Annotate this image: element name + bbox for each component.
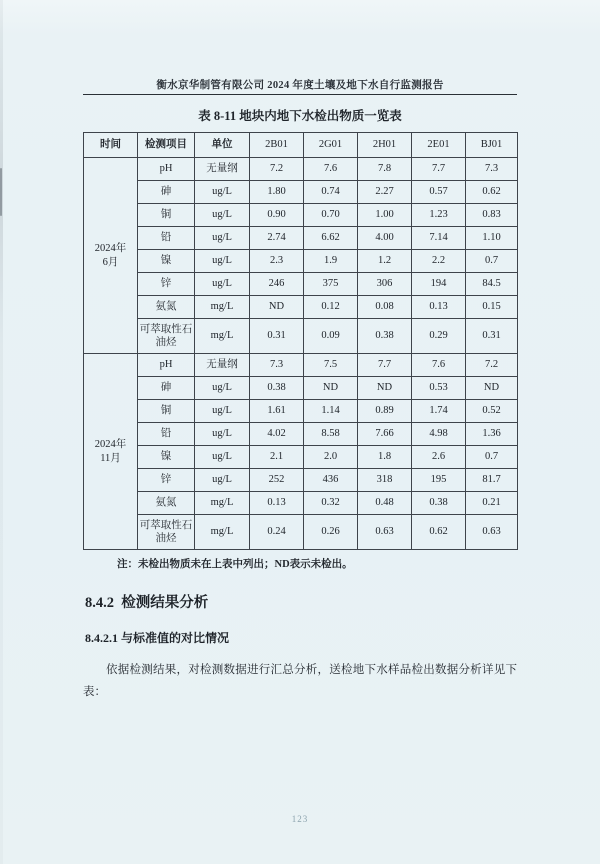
unit-cell: 无量纲 [195,354,250,377]
value-cell: 0.15 [466,296,518,319]
column-header-2h01: 2H01 [358,133,412,158]
value-cell: 0.90 [250,204,304,227]
value-cell: 2.74 [250,227,304,250]
value-cell: 2.0 [304,446,358,469]
value-cell: 375 [304,273,358,296]
item-cell: 锌 [138,469,195,492]
column-header-2b01: 2B01 [250,133,304,158]
table-row [84,181,518,204]
column-header-unit: 单位 [195,133,250,158]
table-row [84,446,518,469]
value-cell: 0.48 [358,492,412,515]
value-cell: 0.09 [304,319,358,354]
value-cell: 0.12 [304,296,358,319]
value-cell: 7.6 [304,158,358,181]
table-row [84,469,518,492]
value-cell: 0.7 [466,446,518,469]
value-cell: 0.38 [412,492,466,515]
scan-dash-artifact [0,168,2,216]
results-table-head [84,133,518,158]
unit-cell: ug/L [195,377,250,400]
value-cell: 0.83 [466,204,518,227]
column-header-2e01: 2E01 [412,133,466,158]
item-cell: 镍 [138,446,195,469]
table-row [84,515,518,550]
unit-cell: mg/L [195,492,250,515]
value-cell: 7.14 [412,227,466,250]
page-header [83,0,517,95]
table-row [84,273,518,296]
value-cell: 84.5 [466,273,518,296]
table-row [84,492,518,515]
item-cell: 砷 [138,181,195,204]
value-cell: 194 [412,273,466,296]
value-cell: 8.58 [304,423,358,446]
value-cell: 7.66 [358,423,412,446]
scan-edge-artifact [0,0,3,864]
value-cell: 4.00 [358,227,412,250]
unit-cell: ug/L [195,469,250,492]
value-cell: 7.2 [250,158,304,181]
item-cell: 铜 [138,400,195,423]
column-header-2g01: 2G01 [304,133,358,158]
value-cell: 0.53 [412,377,466,400]
value-cell: 0.63 [466,515,518,550]
value-cell: 1.61 [250,400,304,423]
table-row [84,250,518,273]
value-cell: 0.24 [250,515,304,550]
value-cell: 7.3 [250,354,304,377]
unit-cell: ug/L [195,446,250,469]
table-row [84,400,518,423]
value-cell: 0.7 [466,250,518,273]
unit-cell: mg/L [195,296,250,319]
value-cell: 2.2 [412,250,466,273]
value-cell: ND [358,377,412,400]
unit-cell: mg/L [195,515,250,550]
item-cell: 锌 [138,273,195,296]
value-cell: ND [250,296,304,319]
results-table-body [84,158,518,550]
value-cell: 0.52 [466,400,518,423]
table-row [84,227,518,250]
value-cell: 2.3 [250,250,304,273]
table-row [84,204,518,227]
table-note: 注：未检出物质未在上表中列出；ND表示未检出。 [117,559,353,570]
value-cell: 0.32 [304,492,358,515]
results-table [83,132,518,550]
body-paragraph: 依据检测结果，对检测数据进行汇总分析，送检地下水样品检出数据分析详见下表： [83,664,517,699]
value-cell: 1.00 [358,204,412,227]
value-cell: ND [466,377,518,400]
value-cell: 0.62 [466,181,518,204]
table-row [84,354,518,377]
value-cell: 0.38 [250,377,304,400]
header-rule [83,94,517,95]
value-cell: 7.8 [358,158,412,181]
value-cell: 1.80 [250,181,304,204]
unit-cell: mg/L [195,319,250,354]
table-row [84,158,518,181]
header-title: 衡水京华制管有限公司 2024 年度土壤及地下水自行监测报告 [156,80,444,91]
value-cell: 7.7 [412,158,466,181]
item-cell: 氨氮 [138,492,195,515]
item-cell: pH [138,158,195,181]
value-cell: 1.74 [412,400,466,423]
value-cell: 1.2 [358,250,412,273]
value-cell: 0.13 [250,492,304,515]
value-cell: 0.38 [358,319,412,354]
value-cell: 306 [358,273,412,296]
item-cell: 镍 [138,250,195,273]
value-cell: 2.1 [250,446,304,469]
item-cell: pH [138,354,195,377]
item-cell: 氨氮 [138,296,195,319]
value-cell: 0.26 [304,515,358,550]
period-cell: 2024年 11月 [84,354,138,550]
item-cell: 铜 [138,204,195,227]
unit-cell: ug/L [195,400,250,423]
value-cell: 0.62 [412,515,466,550]
column-header-bj01: BJ01 [466,133,518,158]
value-cell: 0.29 [412,319,466,354]
section-heading: 8.4.2 检测结果分析 [85,595,209,611]
value-cell: 0.31 [250,319,304,354]
value-cell: 318 [358,469,412,492]
table-row [84,423,518,446]
table-row [84,377,518,400]
value-cell: 1.9 [304,250,358,273]
value-cell: 6.62 [304,227,358,250]
value-cell: 0.74 [304,181,358,204]
value-cell: 0.63 [358,515,412,550]
value-cell: 0.31 [466,319,518,354]
item-cell: 砷 [138,377,195,400]
column-header-time: 时间 [84,133,138,158]
table-row [84,296,518,319]
page-number: 123 [291,814,309,824]
item-cell: 可萃取性石油烃 [138,515,195,550]
value-cell: 436 [304,469,358,492]
value-cell: 1.36 [466,423,518,446]
unit-cell: ug/L [195,204,250,227]
unit-cell: ug/L [195,227,250,250]
unit-cell: ug/L [195,250,250,273]
period-cell: 2024年 6月 [84,158,138,354]
table-row [84,319,518,354]
value-cell: 1.8 [358,446,412,469]
unit-cell: ug/L [195,181,250,204]
value-cell: 81.7 [466,469,518,492]
value-cell: 7.5 [304,354,358,377]
value-cell: 1.10 [466,227,518,250]
value-cell: 0.70 [304,204,358,227]
value-cell: 1.14 [304,400,358,423]
subsection-heading: 8.4.2.1 与标准值的对比情况 [85,631,230,645]
value-cell: 2.27 [358,181,412,204]
value-cell: 0.13 [412,296,466,319]
value-cell: 246 [250,273,304,296]
value-cell: 2.6 [412,446,466,469]
table-title: 表 8-11 地块内地下水检出物质一览表 [198,109,402,123]
item-cell: 铅 [138,227,195,250]
value-cell: 0.21 [466,492,518,515]
value-cell: 0.89 [358,400,412,423]
value-cell: 252 [250,469,304,492]
value-cell: 7.3 [466,158,518,181]
value-cell: 7.6 [412,354,466,377]
value-cell: 195 [412,469,466,492]
value-cell: 1.23 [412,204,466,227]
value-cell: 4.02 [250,423,304,446]
item-cell: 可萃取性石油烃 [138,319,195,354]
unit-cell: ug/L [195,273,250,296]
value-cell: 0.08 [358,296,412,319]
value-cell: 7.7 [358,354,412,377]
unit-cell: 无量纲 [195,158,250,181]
value-cell: ND [304,377,358,400]
value-cell: 7.2 [466,354,518,377]
value-cell: 4.98 [412,423,466,446]
unit-cell: ug/L [195,423,250,446]
value-cell: 0.57 [412,181,466,204]
column-header-item: 检测项目 [138,133,195,158]
item-cell: 铅 [138,423,195,446]
